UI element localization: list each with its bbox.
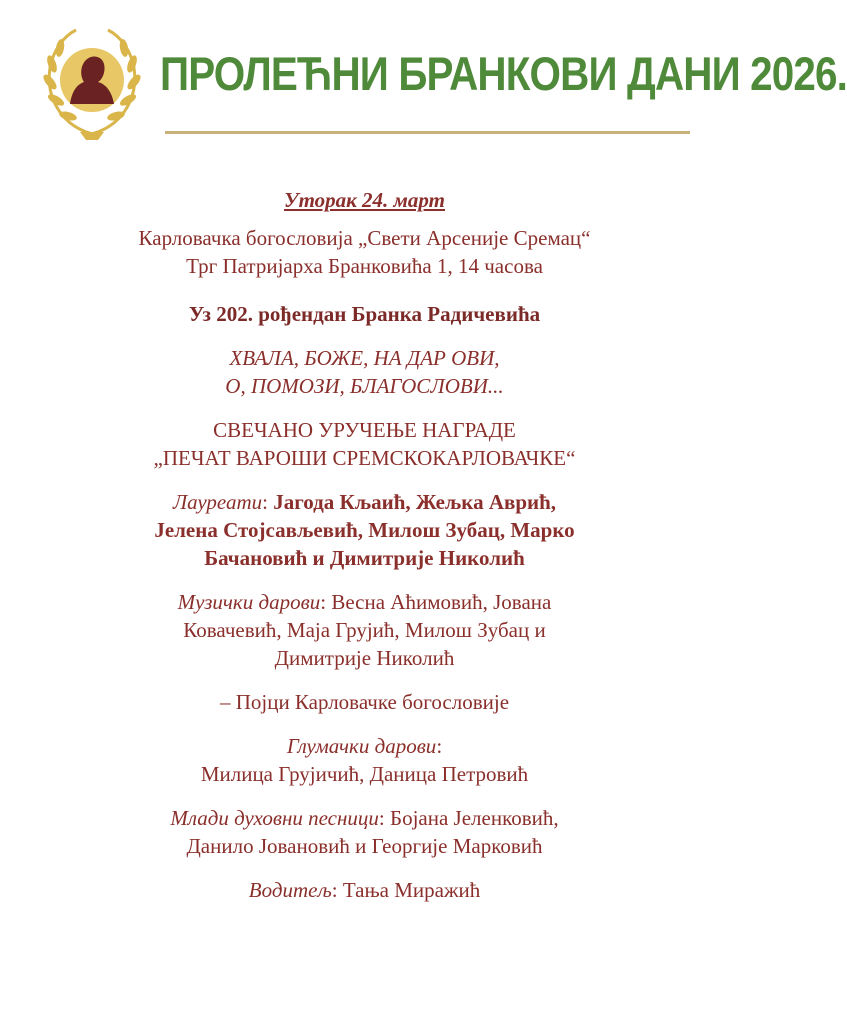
acting-label: Глумачки дарови	[286, 734, 437, 758]
title-divider	[165, 131, 690, 134]
host-line: Водитељ: Тања Миражић	[248, 878, 481, 902]
motto-line-2: О, ПОМОЗИ, БЛАГОСЛОВИ...	[225, 374, 504, 398]
music-line-2: Ковачевић, Маја Грујић, Милош Зубац и	[183, 618, 546, 642]
laureates-names-1: Јагода Кљаић, Жељка Аврић,	[273, 490, 557, 514]
event-date: Уторак 24. март	[283, 188, 445, 212]
motto-line-1: ХВАЛА, БОЖЕ, НА ДАР ОВИ,	[229, 346, 500, 370]
young-poets-line-2: Данило Јовановић и Георгије Марковић	[186, 834, 543, 858]
music-line-1: Музички дарови: Весна Аћимовић, Јована	[177, 590, 552, 614]
laureates-line-3: Бачановић и Димитрије Николић	[204, 546, 525, 570]
occasion-heading: Уз 202. рођендан Бранка Радичевића	[188, 302, 541, 326]
award-line-2: „ПЕЧАТ ВАРОШИ СРЕМСКОКАРЛОВАЧКЕ“	[153, 446, 576, 470]
choir-line: – Појци Карловачке богословије	[219, 690, 510, 714]
laureates-label: Лауреати	[172, 490, 263, 514]
young-poets-names-1: Бојана Јеленковић,	[390, 806, 559, 830]
page-title: ПРОЛЕЋНИ БРАНКОВИ ДАНИ 2026.	[160, 47, 847, 100]
acting-names: Милица Грујичић, Даница Петровић	[200, 762, 529, 786]
venue-line-1: Карловачка богословија „Свети Арсеније Сремац“	[138, 226, 591, 250]
music-names-1: Весна Аћимовић, Јована	[331, 590, 552, 614]
award-line-1: СВЕЧАНО УРУЧЕЊЕ НАГРАДЕ	[213, 418, 516, 442]
young-poets-line-1: Млади духовни песници: Бојана Јеленковић,	[170, 806, 559, 830]
host-label: Водитељ	[248, 878, 332, 902]
venue-line-2: Трг Патријарха Бранковића 1, 14 часова	[186, 254, 543, 278]
laurel-wreath-portrait-icon	[40, 24, 144, 142]
laureates-line-2: Јелена Стојсављевић, Милош Зубац, Марко	[154, 518, 575, 542]
acting-line-1: Глумачки дарови:	[286, 734, 443, 758]
music-line-3: Димитрије Николић	[274, 646, 455, 670]
music-label: Музички дарови	[177, 590, 321, 614]
host-name: Тања Миражић	[342, 878, 481, 902]
laureates-line-1: Лауреати: Јагода Кљаић, Жељка Аврић,	[172, 490, 557, 514]
program-content	[80, 186, 649, 904]
young-poets-label: Млади духовни песници	[170, 806, 379, 830]
